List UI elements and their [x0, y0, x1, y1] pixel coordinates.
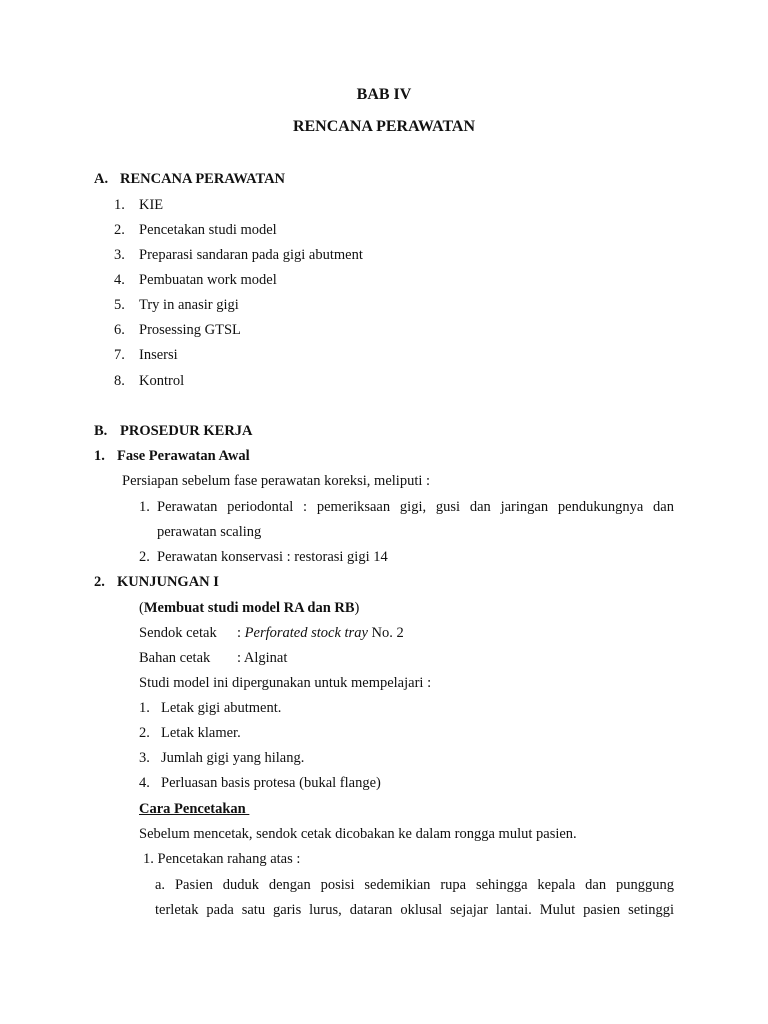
list-item-number: 8. [114, 373, 125, 389]
subsection-title: Fase Perawatan Awal [117, 448, 250, 464]
list-item: Pencetakan studi model [139, 222, 277, 238]
visit-subtitle: (Membuat studi model RA dan RB) [139, 600, 360, 616]
procedure-heading: Cara Pencetakan [139, 801, 250, 817]
list-item-number: 7. [114, 347, 125, 363]
list-item-number: 2. [114, 222, 125, 238]
chapter-number: BAB IV [356, 86, 412, 103]
procedure-substep: a. Pasien duduk dengan posisi sedemikian rupa sehingga kepala dan punggung [155, 877, 674, 893]
list-item: Preparasi sandaran pada gigi abutment [139, 247, 363, 263]
list-item: Perluasan basis protesa (bukal flange) [161, 775, 381, 791]
list-item-continuation: perawatan scaling [157, 524, 262, 540]
list-item: Perawatan konservasi : restorasi gigi 14 [157, 549, 388, 565]
field-label: Bahan cetak [139, 650, 211, 666]
subsection-number: 2. [94, 574, 105, 590]
paragraph: Persiapan sebelum fase perawatan koreksi, meliputi : [122, 473, 431, 489]
list-item-number: 4. [114, 272, 125, 288]
field-value: : Perforated stock tray No. 2 [237, 625, 404, 641]
list-item-number: 2. [139, 549, 150, 565]
section-b-title: PROSEDUR KERJA [120, 423, 253, 439]
subsection-title: KUNJUNGAN I [117, 574, 219, 590]
list-item: Letak gigi abutment. [161, 700, 282, 716]
section-b-marker: B. [94, 423, 108, 439]
list-item-number: 2. [139, 725, 150, 741]
list-item-number: 3. [114, 247, 125, 263]
list-item: Jumlah gigi yang hilang. [161, 750, 305, 766]
list-item: Letak klamer. [161, 725, 241, 741]
list-item-number: 3. [139, 750, 150, 766]
procedure-substep-continuation: terletak pada satu garis lurus, dataran oklusal sejajar lantai. Mulut pasien setinggi [155, 902, 674, 918]
list-item-number: 1. [114, 197, 125, 213]
list-item: Pembuatan work model [139, 272, 277, 288]
list-item: Insersi [139, 347, 178, 363]
paragraph: Sebelum mencetak, sendok cetak dicobakan ke dalam rongga mulut pasien. [139, 826, 577, 842]
list-item-number: 4. [139, 775, 150, 791]
list-item: Perawatan periodontal : pemeriksaan gigi, gusi dan jaringan pendukungnya dan [157, 499, 674, 515]
list-item-number: 6. [114, 322, 125, 338]
list-item: Try in anasir gigi [139, 297, 239, 313]
list-item: Prosessing GTSL [139, 322, 241, 338]
list-item: Kontrol [139, 373, 185, 389]
subsection-number: 1. [94, 448, 105, 464]
section-a-title: RENCANA PERAWATAN [120, 171, 286, 187]
chapter-title: RENCANA PERAWATAN [292, 118, 476, 135]
paragraph: Studi model ini dipergunakan untuk mempelajari : [139, 675, 432, 691]
field-value: : Alginat [237, 650, 288, 666]
section-a-marker: A. [94, 171, 109, 187]
procedure-step: 1. Pencetakan rahang atas : [143, 851, 301, 867]
field-label: Sendok cetak [139, 625, 217, 641]
list-item-number: 1. [139, 700, 150, 716]
list-item-number: 1. [139, 499, 150, 515]
list-item-number: 5. [114, 297, 125, 313]
list-item: KIE [139, 197, 164, 213]
